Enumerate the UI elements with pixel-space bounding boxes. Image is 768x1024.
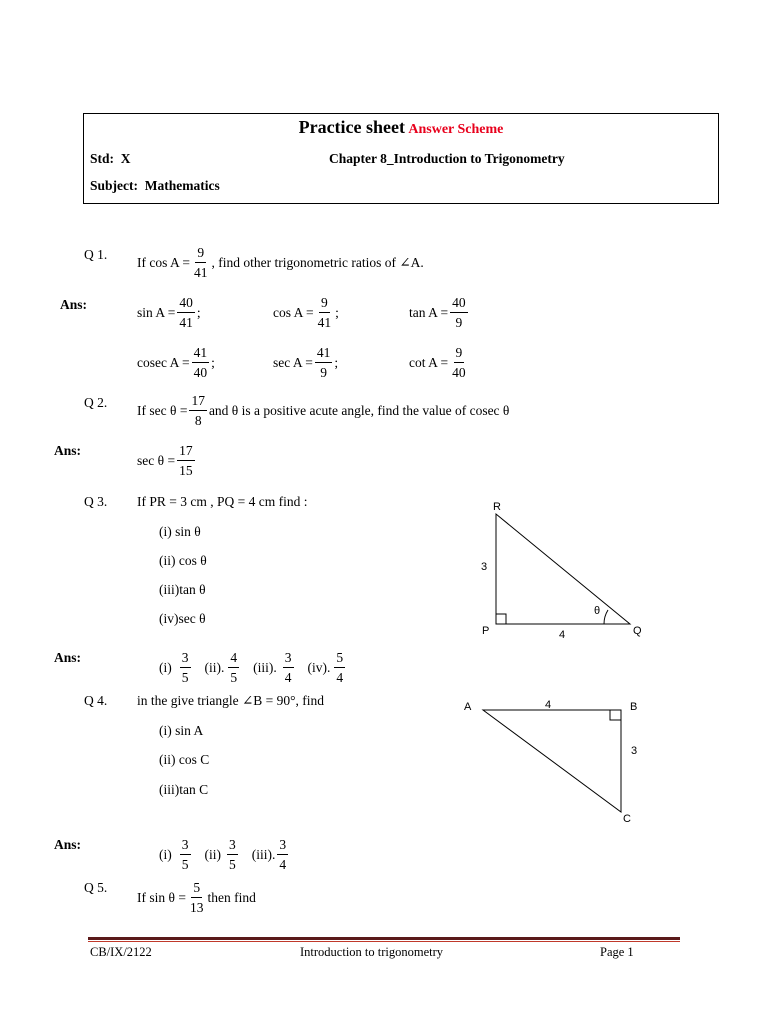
q4-ans-label: Ans: bbox=[54, 837, 82, 852]
ans-d: 40 bbox=[452, 364, 466, 380]
std-value: X bbox=[120, 151, 131, 166]
q5-text bbox=[137, 881, 256, 914]
footer-rule-dark bbox=[88, 937, 680, 940]
ans-n: 40 bbox=[177, 296, 195, 313]
ans-fraction bbox=[277, 838, 288, 871]
ans-d: 5 bbox=[181, 856, 189, 872]
ans-suffix: ; bbox=[211, 354, 215, 370]
q2-fraction bbox=[189, 394, 207, 427]
side-pq-label: 4 bbox=[559, 629, 566, 641]
subject-label: Subject: bbox=[90, 178, 138, 193]
ans-fraction bbox=[334, 651, 345, 684]
q2-ans-text: sec θ = bbox=[137, 452, 176, 468]
angle-theta-label: θ bbox=[594, 605, 601, 617]
ans-n: 3 bbox=[283, 651, 294, 668]
ans-d: 41 bbox=[179, 314, 193, 330]
ans-fraction bbox=[450, 346, 468, 379]
vertex-r: R bbox=[493, 501, 501, 513]
ans-d: 4 bbox=[336, 669, 344, 685]
q2-fd: 8 bbox=[194, 412, 202, 428]
q1-text bbox=[137, 246, 424, 279]
ans-label: (iii). bbox=[251, 846, 276, 862]
q1-pre: If cos A = bbox=[137, 254, 190, 270]
footer-rule-red bbox=[88, 941, 680, 942]
q2-number: Q 2. bbox=[84, 395, 108, 410]
subject-value: Mathematics bbox=[144, 178, 220, 193]
ans-fraction bbox=[283, 651, 294, 684]
q5-pre: If sin θ = bbox=[137, 889, 186, 905]
q1-ans-tan bbox=[409, 296, 470, 329]
q3-part: (i) sin θ bbox=[159, 524, 201, 539]
q2-text bbox=[137, 394, 509, 427]
ans-fraction bbox=[228, 651, 239, 684]
ans-d: 5 bbox=[181, 669, 189, 685]
ans-suffix: ; bbox=[196, 304, 201, 320]
ans-n: 41 bbox=[315, 346, 333, 363]
ans-d: 4 bbox=[284, 669, 292, 685]
vertex-q: Q bbox=[633, 625, 642, 637]
q1-ans-label: Ans: bbox=[60, 297, 88, 312]
title-accent: Answer Scheme bbox=[408, 122, 504, 137]
ans-fraction bbox=[450, 296, 468, 329]
ans-label: sec A = bbox=[273, 354, 313, 370]
q2-ans-fraction bbox=[177, 444, 195, 477]
ans-n: 3 bbox=[180, 838, 191, 855]
ans-label: sin A = bbox=[137, 304, 176, 320]
q5-number: Q 5. bbox=[84, 880, 108, 895]
triangle-pqr bbox=[496, 514, 630, 624]
subject-line bbox=[90, 178, 220, 194]
ans-fraction bbox=[180, 838, 191, 871]
ans-fraction bbox=[227, 838, 238, 871]
q1-fraction bbox=[192, 246, 210, 279]
q1-ans-cosec bbox=[137, 346, 215, 379]
ans-n: 9 bbox=[319, 296, 330, 313]
q4-part: (iii)tan C bbox=[159, 782, 209, 797]
header-box bbox=[83, 113, 719, 204]
ans-label: (ii) bbox=[204, 846, 221, 862]
q3-part: (ii) cos θ bbox=[159, 553, 207, 568]
ans-d: 4 bbox=[279, 856, 287, 872]
ans-n: 9 bbox=[454, 346, 465, 363]
ans-d: 41 bbox=[317, 314, 332, 330]
ans-fraction bbox=[177, 296, 195, 329]
triangle-abc bbox=[483, 710, 621, 812]
ans-suffix: ; bbox=[335, 304, 339, 320]
q5-fraction bbox=[188, 881, 206, 914]
ans-label: (iii). bbox=[253, 659, 277, 675]
ans-fraction bbox=[316, 296, 334, 329]
footer-page-number: Page 1 bbox=[600, 945, 634, 959]
side-bc-label: 3 bbox=[631, 745, 638, 757]
ans-n: 3 bbox=[180, 651, 191, 668]
q5-post: then find bbox=[207, 889, 256, 905]
q1-fd: 41 bbox=[194, 264, 208, 280]
q3-part: (iv)sec θ bbox=[159, 611, 206, 626]
ans-fraction bbox=[315, 346, 333, 379]
ans-suffix: ; bbox=[334, 354, 339, 370]
q5-fn: 5 bbox=[191, 881, 202, 898]
q3-triangle-diagram bbox=[470, 500, 650, 645]
theta-arc bbox=[604, 610, 608, 624]
std-line bbox=[90, 151, 131, 167]
ans-d: 5 bbox=[230, 669, 238, 685]
q4-part: (i) sin A bbox=[159, 723, 204, 738]
footer-left: CB/IX/2122 bbox=[90, 945, 152, 959]
q4-number: Q 4. bbox=[84, 693, 108, 708]
ans-label: (i) bbox=[159, 846, 172, 862]
q2-post: and θ is a positive acute angle, find the value of cosec θ bbox=[208, 402, 510, 418]
ans-d: 9 bbox=[320, 364, 327, 380]
ans-label: cot A = bbox=[409, 354, 449, 370]
q1-fn: 9 bbox=[195, 246, 206, 263]
footer-center: Introduction to trigonometry bbox=[300, 945, 444, 959]
q1-ans-sin bbox=[137, 296, 201, 329]
q1-ans-sec bbox=[273, 346, 338, 379]
ans-d: 40 bbox=[193, 364, 208, 380]
ans-fraction bbox=[192, 346, 210, 379]
q2-answer bbox=[137, 444, 197, 477]
q2-pre: If sec θ = bbox=[137, 402, 188, 418]
q2-ans-d: 15 bbox=[179, 462, 193, 478]
side-ab-label: 4 bbox=[545, 699, 552, 711]
ans-n: 3 bbox=[277, 838, 288, 855]
right-angle-mark bbox=[496, 614, 506, 624]
vertex-a: A bbox=[464, 701, 472, 713]
q1-ans-cot bbox=[409, 346, 470, 379]
ans-fraction bbox=[180, 651, 191, 684]
ans-n: 41 bbox=[192, 346, 210, 363]
std-label: Std: bbox=[90, 151, 115, 166]
q3-ans-label: Ans: bbox=[54, 650, 82, 665]
q4-answers bbox=[159, 838, 288, 871]
ans-label: (ii). bbox=[204, 659, 225, 675]
ans-label: tan A = bbox=[409, 304, 449, 320]
q3-part: (iii)tan θ bbox=[159, 582, 206, 597]
q1-ans-cos bbox=[273, 296, 339, 329]
ans-n: 40 bbox=[450, 296, 468, 313]
q3-answers bbox=[159, 651, 345, 684]
ans-label: cosec A = bbox=[137, 354, 190, 370]
vertex-b: B bbox=[630, 701, 638, 713]
ans-n: 4 bbox=[228, 651, 239, 668]
ans-label: (iv). bbox=[307, 659, 331, 675]
q2-ans-n: 17 bbox=[177, 444, 195, 461]
page-title bbox=[84, 117, 718, 138]
q3-text: If PR = 3 cm , PQ = 4 cm find : bbox=[137, 494, 308, 509]
q2-fn: 17 bbox=[189, 394, 207, 411]
ans-label: (i) bbox=[159, 659, 172, 675]
q5-fd: 13 bbox=[189, 899, 204, 915]
title-text: Practice sheet bbox=[298, 117, 406, 137]
ans-d: 9 bbox=[455, 314, 463, 330]
chapter-title: Chapter 8_Introduction to Trigonometry bbox=[329, 151, 565, 166]
ans-n: 3 bbox=[227, 838, 238, 855]
vertex-p: P bbox=[482, 625, 490, 637]
q2-ans-label: Ans: bbox=[54, 443, 82, 458]
q1-post: , find other trigonometric ratios of ∠A. bbox=[211, 254, 424, 270]
q4-text: in the give triangle ∠B = 90°, find bbox=[137, 693, 325, 708]
side-pr-label: 3 bbox=[481, 561, 488, 573]
right-angle-mark bbox=[610, 710, 621, 720]
ans-d: 5 bbox=[229, 856, 236, 872]
q3-number: Q 3. bbox=[84, 494, 108, 509]
ans-label: cos A = bbox=[273, 304, 314, 320]
vertex-c: C bbox=[623, 813, 631, 825]
q4-triangle-diagram bbox=[455, 695, 655, 830]
q1-number: Q 1. bbox=[84, 247, 108, 262]
ans-n: 5 bbox=[334, 651, 345, 668]
q4-part: (ii) cos C bbox=[159, 752, 210, 767]
